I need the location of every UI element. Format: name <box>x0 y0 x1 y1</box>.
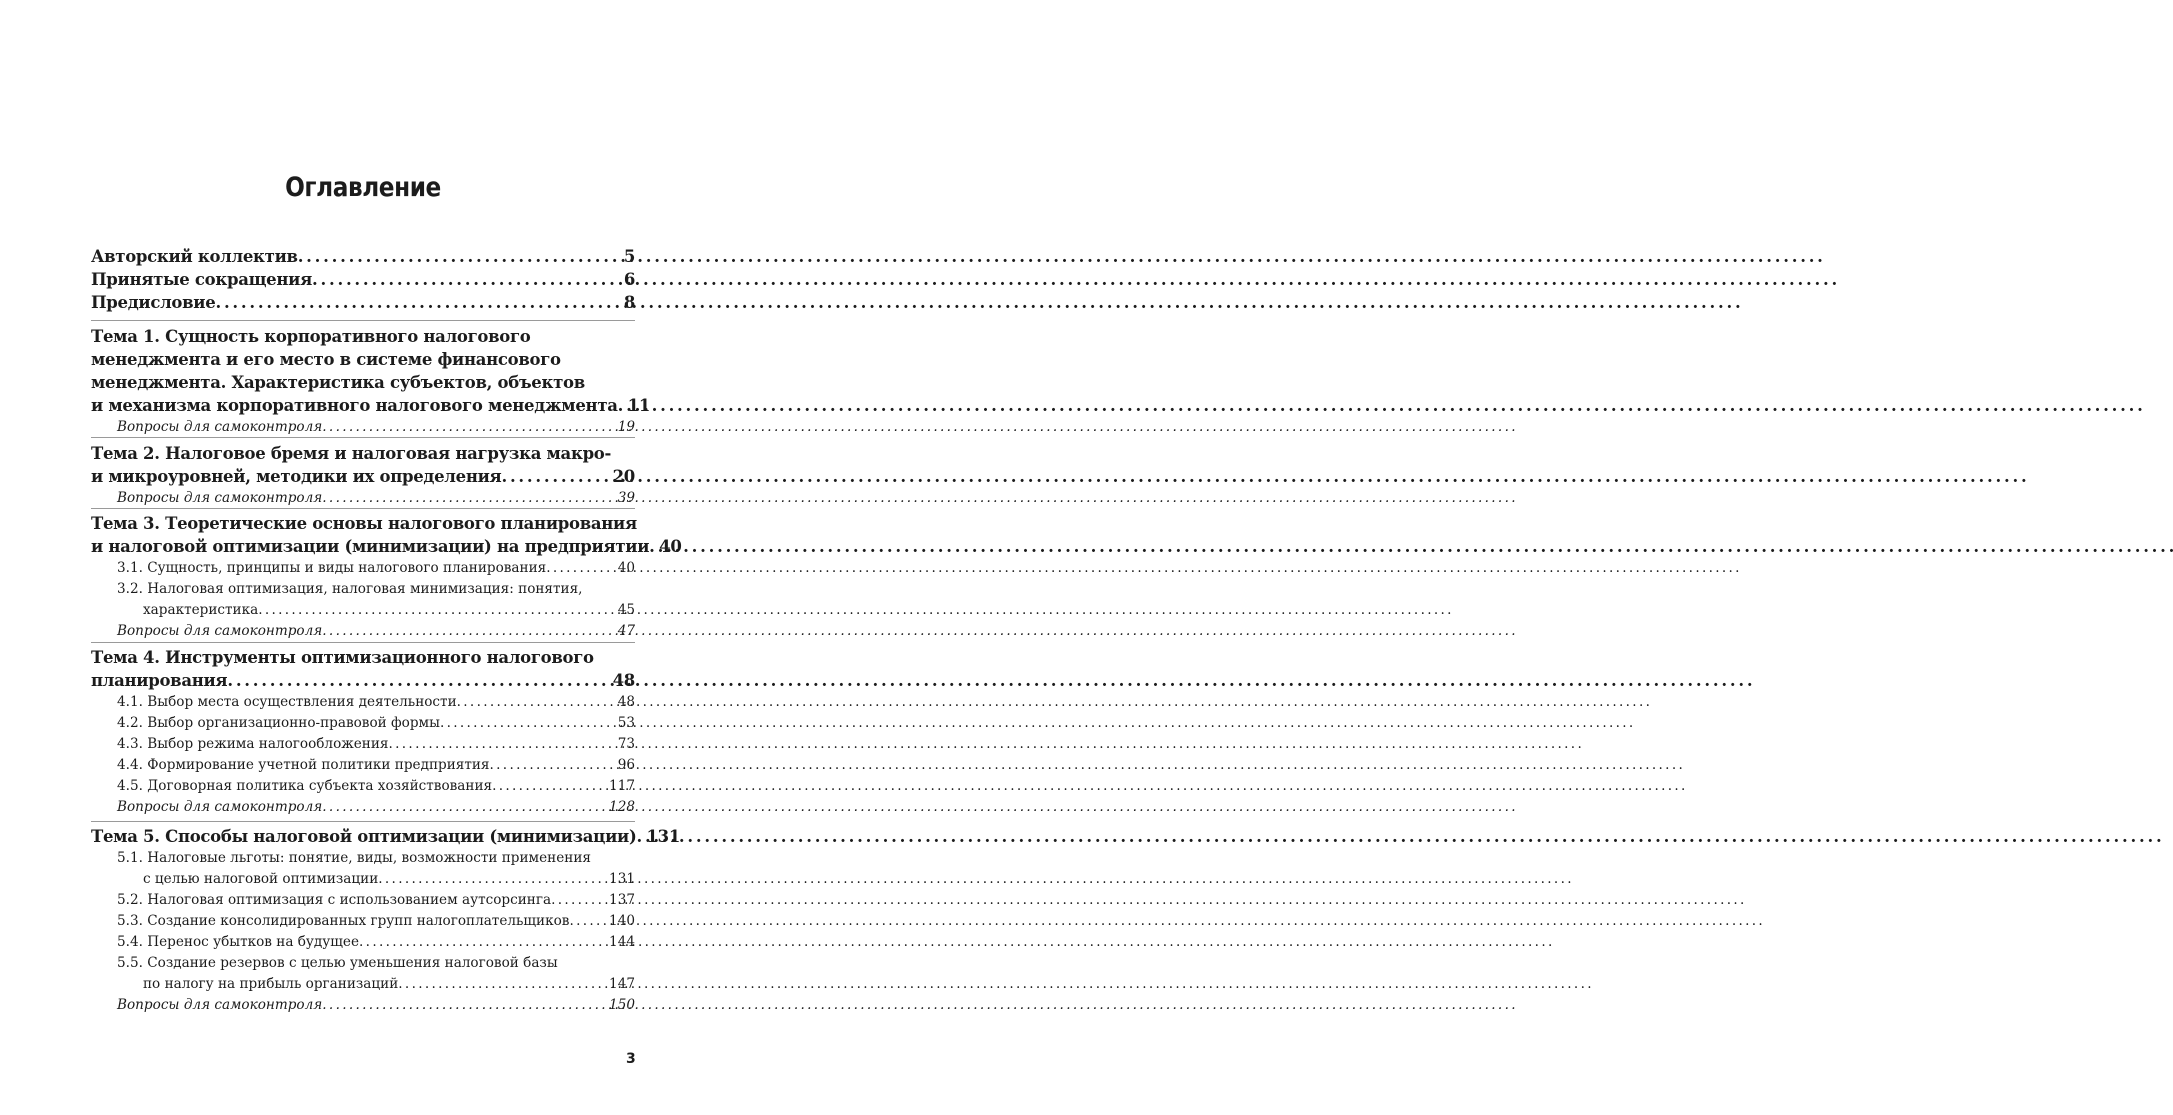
toc-page-number: 6 <box>623 270 635 289</box>
toc-page-number: 137 <box>609 892 635 908</box>
toc-page-number: 39 <box>617 490 635 506</box>
toc-page-number: 131 <box>646 827 680 846</box>
toc-entry-questions: Вопросы для самоконтроля . . . 150 <box>91 995 635 1016</box>
toc-page-number: 147 <box>609 976 635 992</box>
toc-topic-5 <box>91 825 680 1016</box>
toc-page-number: 131 <box>609 871 635 887</box>
toc-subsection: 4.2. Выбор организационно-правовой формы . . . 53 <box>91 713 635 734</box>
toc-page-number: 48 <box>612 671 635 690</box>
toc-entry-authors <box>91 245 635 268</box>
toc-entry-questions: Вопросы для самоконтроля . . . 47 <box>91 621 635 642</box>
toc-subsection-line: 3.2. Налоговая оптимизация, налоговая минимизация: понятия, <box>117 581 583 597</box>
toc-subsection: 4.4. Формирование учетной политики предприятия . . . 96 <box>91 755 635 776</box>
toc-page-number: 47 <box>617 623 635 639</box>
toc-entry-questions: Вопросы для самоконтроля . . . 19 <box>91 417 635 438</box>
topic-heading-last-line: и механизма корпоративного налогового менеджмента . . . 11 <box>91 394 635 417</box>
toc-topic-4 <box>91 646 635 818</box>
toc-front-matter <box>91 245 635 314</box>
topic-heading-line: Тема 1. Сущность корпоративного налогового <box>91 327 531 346</box>
toc-topic-3 <box>91 512 682 642</box>
toc-entry-label: Авторский коллектив <box>91 247 298 266</box>
divider <box>91 821 635 822</box>
divider <box>91 642 635 643</box>
toc-topic-2 <box>91 442 635 509</box>
toc-entry-label: Предисловие <box>91 293 216 312</box>
toc-page-number: 48 <box>617 694 635 710</box>
toc-page-number: 96 <box>617 757 635 773</box>
divider <box>91 508 635 509</box>
toc-subsection: по налогу на прибыль организаций . . . 147 <box>91 974 635 995</box>
toc-entry-label: Принятые сокращения <box>91 270 312 289</box>
toc-topic-1 <box>91 325 651 438</box>
toc-page-number: 40 <box>659 537 682 556</box>
toc-page-number: 128 <box>609 799 635 815</box>
page-title: Оглавление <box>285 172 441 203</box>
toc-page-number: 5 <box>623 247 635 266</box>
divider <box>91 437 635 438</box>
topic-heading-line: менеджмента. Характеристика субъектов, объектов <box>91 373 585 392</box>
topic-heading-line: Тема 2. Налоговое бремя и налоговая нагрузка макро- <box>91 444 612 463</box>
topic-heading-last-line: и микроуровней, методики их определения . . . 20 <box>91 465 635 488</box>
toc-subsection: 4.3. Выбор режима налогообложения . . . 73 <box>91 734 635 755</box>
topic-heading-last-line: и налоговой оптимизации (минимизации) на предприятии . . . 40 <box>91 535 635 558</box>
toc-entry-questions: Вопросы для самоконтроля . . . 39 <box>91 488 635 509</box>
toc-entry-questions: Вопросы для самоконтроля . . . 128 <box>91 797 635 818</box>
toc-page-number: 45 <box>617 602 635 618</box>
toc-page-number: 73 <box>617 736 635 752</box>
toc-subsection: характеристика . . . 45 <box>91 600 635 621</box>
page-number: 3 <box>626 1051 636 1067</box>
toc-subsection: 5.3. Создание консолидированных групп налогоплательщиков . . . 140 <box>91 911 635 932</box>
toc-page-number: 11 <box>627 396 651 415</box>
toc-page-number: 117 <box>609 778 635 794</box>
toc-subsection: 5.4. Перенос убытков на будущее . . . 144 <box>91 932 635 953</box>
topic-heading-line: Тема 4. Инструменты оптимизационного налогового <box>91 648 594 667</box>
toc-subsection: 5.2. Налоговая оптимизация с использованием аутсорсинга . . . 137 <box>91 890 635 911</box>
toc-page-number: 19 <box>617 419 635 435</box>
toc-page-number: 144 <box>609 934 635 950</box>
toc-page-number: 40 <box>617 560 635 576</box>
toc-subsection: с целью налоговой оптимизации . . . 131 <box>91 869 635 890</box>
toc-subsection: 4.1. Выбор места осуществления деятельности . . . 48 <box>91 692 635 713</box>
toc-subsection: 3.1. Сущность, принципы и виды налогового планирования . . . 40 <box>91 558 635 579</box>
toc-page-number: 53 <box>617 715 635 731</box>
toc-page-number: 8 <box>623 293 635 312</box>
topic-heading-line: Тема 3. Теоретические основы налогового планирования <box>91 514 637 533</box>
toc-entry-preface <box>91 291 635 314</box>
toc-page-number: 20 <box>612 467 635 486</box>
toc-subsection-line: 5.5. Создание резервов с целью уменьшения налоговой базы <box>117 955 558 971</box>
topic-heading-last-line: планирования . . . 48 <box>91 669 635 692</box>
toc-page-number: 140 <box>609 913 635 929</box>
toc-subsection: 4.5. Договорная политика субъекта хозяйствования . . . 117 <box>91 776 635 797</box>
divider <box>91 320 635 321</box>
topic-heading-last-line: Тема 5. Способы налоговой оптимизации (минимизации) . . . 131 <box>91 825 635 848</box>
toc-page-number: 150 <box>609 997 635 1013</box>
topic-heading-line: менеджмента и его место в системе финансового <box>91 350 561 369</box>
toc-subsection-line: 5.1. Налоговые льготы: понятие, виды, возможности применения <box>117 850 591 866</box>
toc-entry-abbreviations <box>91 268 635 291</box>
